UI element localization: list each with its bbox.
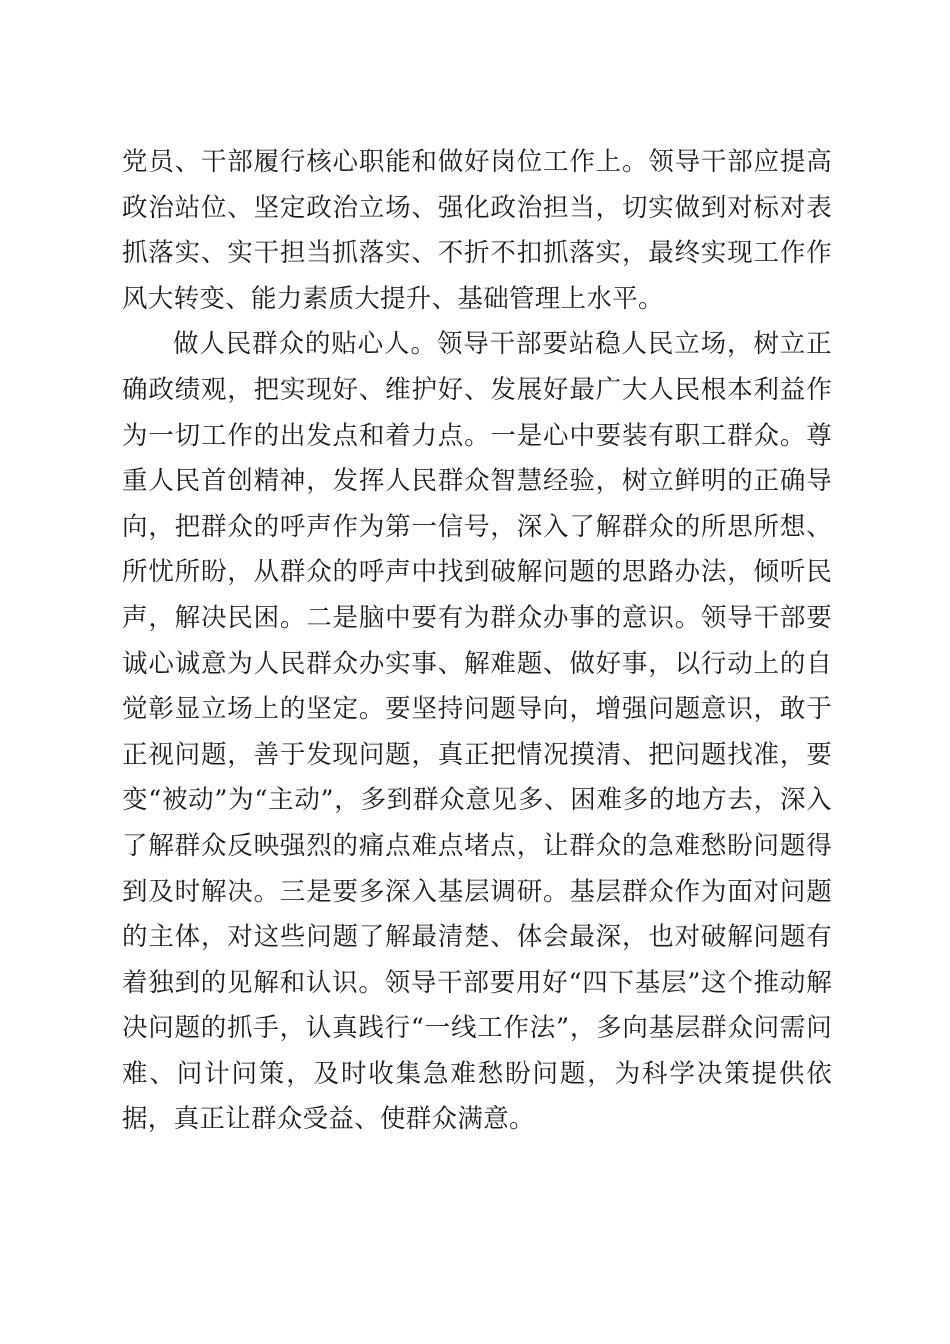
paragraph-people-close: 做人民群众的贴心人。领导干部要站稳人民立场，树立正确政绩观，把实现好、维护好、发展好最广大人民根本利益作为一切工作的出发点和着力点。一是心中要装有职工群众。尊重人民首创精神，发挥人民群众智慧经验，树立鲜明的正确导向，把群众的呼声作为第一信号，深入了解群众的所思所想、所忧所盼，从群众的呼声中找到破解问题的思路办法，倾听民声，解决民困。二是脑中要有为群众办事的意识。领导干部要诚心诚意为人民群众办实事、解难题、做好事，以行动上的自觉彰显立场上的坚定。要坚持问题导向，增强问题意识，敢于正视问题，善于发现问题，真正把情况摸清、把问题找准，要变“被动”为“主动”，多到群众意见多、困难多的地方去，深入了解群众反映强烈的痛点难点堵点，让群众的急难愁盼问题得到及时解决。三是要多深入基层调研。基层群众作为面对问题的主体，对这些问题了解最清楚、体会最深，也对破解问题有着独到的见解和认识。领导干部要用好“四下基层”这个推动解决问题的抓手，认真践行“一线工作法”，多向基层群众问需问难、问计问策，及时收集急难愁盼问题，为科学决策提供依据，真正让群众受益、使群众满意。 bbox=[122, 329, 832, 1135]
paragraph-continuation: 党员、干部履行核心职能和做好岗位工作上。领导干部应提高政治站位、坚定政治立场、强化政治担当，切实做到对标对表抓落实、实干担当抓落实、不折不扣抓落实，最终实现工作作风大转变、能力素质大提升、基础管理上水平。 bbox=[122, 147, 832, 314]
body-text bbox=[122, 140, 832, 1143]
